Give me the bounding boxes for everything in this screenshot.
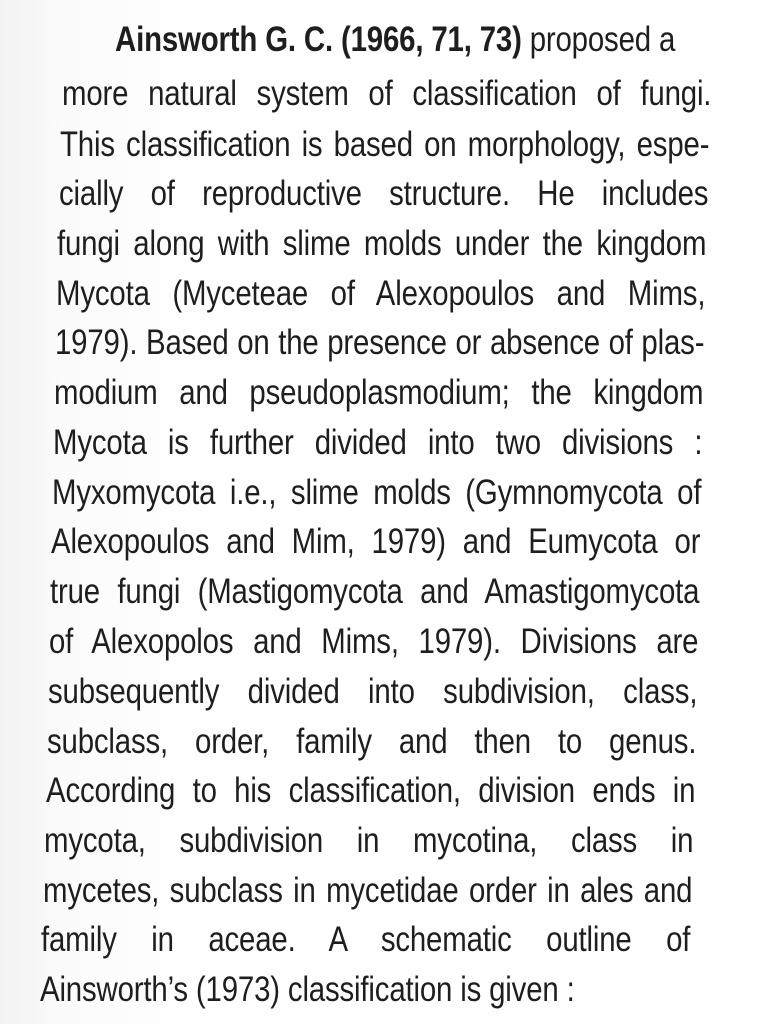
text-line-13: of Alexopolos and Mims, 1979). Divisions are (49, 622, 699, 661)
text-line-16: According to his classification, division ends in (46, 771, 696, 810)
text-line-17: mycota, subdivision in mycotina, class in (44, 821, 694, 860)
text-line-1-rest: proposed a (521, 20, 676, 59)
text-line-9: Mycota is further divided into two divisions : (53, 423, 703, 462)
text-line-18: mycetes, subclass in mycetidae order in ales and (43, 871, 693, 910)
text-line-1 (115, 20, 713, 60)
text-line-6: Mycota (Myceteae of Alexopoulos and Mims, (56, 274, 706, 313)
text-line-11: Alexopoulos and Mim, 1979) and Eumycota or (51, 522, 701, 561)
text-line-19: family in aceae. A schematic outline of (41, 920, 691, 959)
text-line-15: subclass, order, family and then to genus. (47, 722, 697, 761)
text-line-4: cially of reproductive structure. He includes (59, 174, 709, 213)
text-line-2: more natural system of classification of fungi. (62, 74, 712, 113)
text-line-14: subsequently divided into subdivision, class, (48, 672, 698, 711)
text-line-10: Myxomycota i.e., slime molds (Gymnomycota of (52, 473, 702, 512)
text-line-12: true fungi (Mastigomycota and Amastigomycota (50, 572, 700, 611)
text-line-7: 1979). Based on the presence or absence of plas- (55, 323, 705, 362)
text-line-5: fungi along with slime molds under the kingdom (57, 224, 707, 263)
text-line-3: This classification is based on morphology, espe- (60, 125, 710, 164)
author-citation: Ainsworth G. C. (1966, 71, 73) (115, 20, 522, 59)
text-line-20: Ainsworth’s (1973) classification is given : (40, 970, 575, 1009)
text-line-8: modium and pseudoplasmodium; the kingdom (54, 373, 704, 412)
